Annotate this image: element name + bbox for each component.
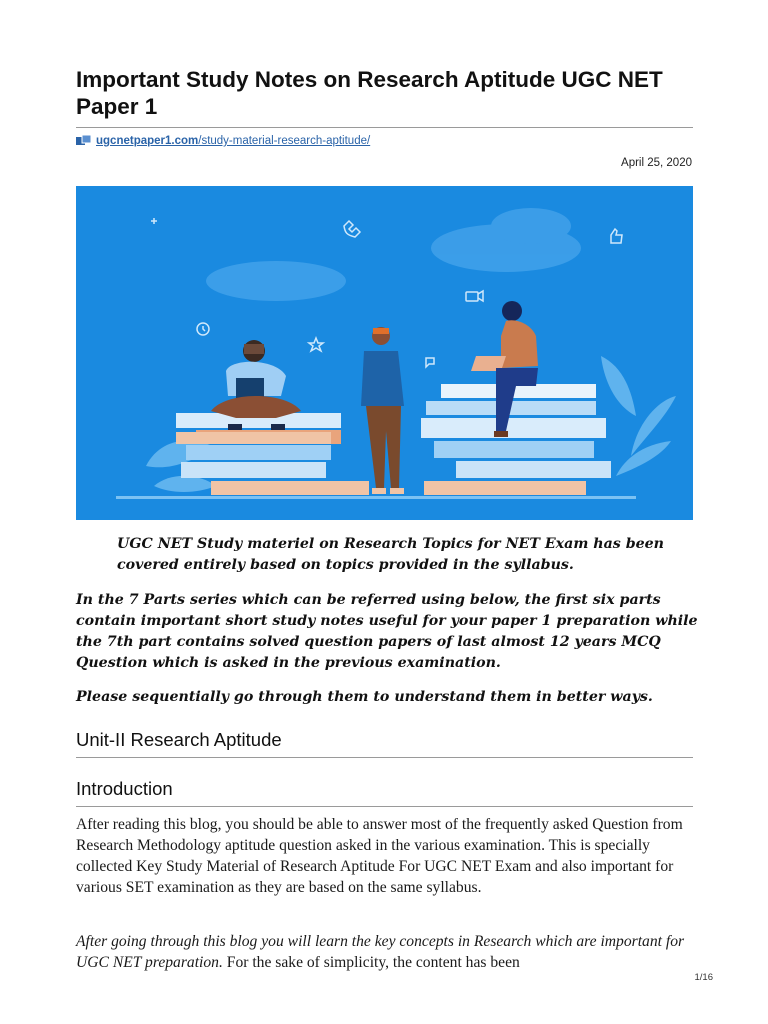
body-paragraph-2-rest: For the sake of simplicity, the content has been xyxy=(222,954,520,971)
intro-paragraph-2: In the 7 Parts series which can be referred using below, the first six parts contain important short study notes useful for your paper 1 preparation while the 7th part contains solved question papers of last almost 12 years MCQ Question which is asked in the previous examination. xyxy=(76,592,698,671)
link-icon xyxy=(76,134,92,148)
source-domain[interactable]: ugcnetpaper1.com xyxy=(96,135,199,147)
page-number: 1/16 xyxy=(694,972,713,983)
intro-paragraph-3: Please sequentially go through them to understand them in better ways. xyxy=(76,689,653,705)
source-path[interactable]: /study-material-research-aptitude/ xyxy=(198,135,371,147)
unit-divider xyxy=(76,757,693,758)
body-paragraph-2 xyxy=(76,931,696,973)
page-title: Important Study Notes on Research Aptitude UGC NET Paper 1 xyxy=(76,67,663,119)
body-paragraph-1: After reading this blog, you should be able to answer most of the frequently asked Question from Research Methodology aptitude question asked in the various examination. This is specially collected Key Study Material of Research Aptitude For UGC NET Exam and also important for various SET examination as they are based on the same syllabus. xyxy=(76,816,683,896)
source-link[interactable] xyxy=(76,133,370,149)
intro-paragraph-1: UGC NET Study materiel on Research Topics for NET Exam has been covered entirely based on topics provided in the syllabus. xyxy=(117,536,664,573)
unit-heading: Unit-II Research Aptitude xyxy=(76,729,282,750)
introduction-heading: Introduction xyxy=(76,778,173,799)
title-divider xyxy=(76,127,693,128)
publish-date: April 25, 2020 xyxy=(621,157,692,169)
introduction-divider xyxy=(76,806,693,807)
body-paragraph-2-italic: After going through this blog you will learn the key concepts in Research which are important for UGC NET preparation. xyxy=(76,933,685,971)
hero-illustration xyxy=(76,186,693,520)
